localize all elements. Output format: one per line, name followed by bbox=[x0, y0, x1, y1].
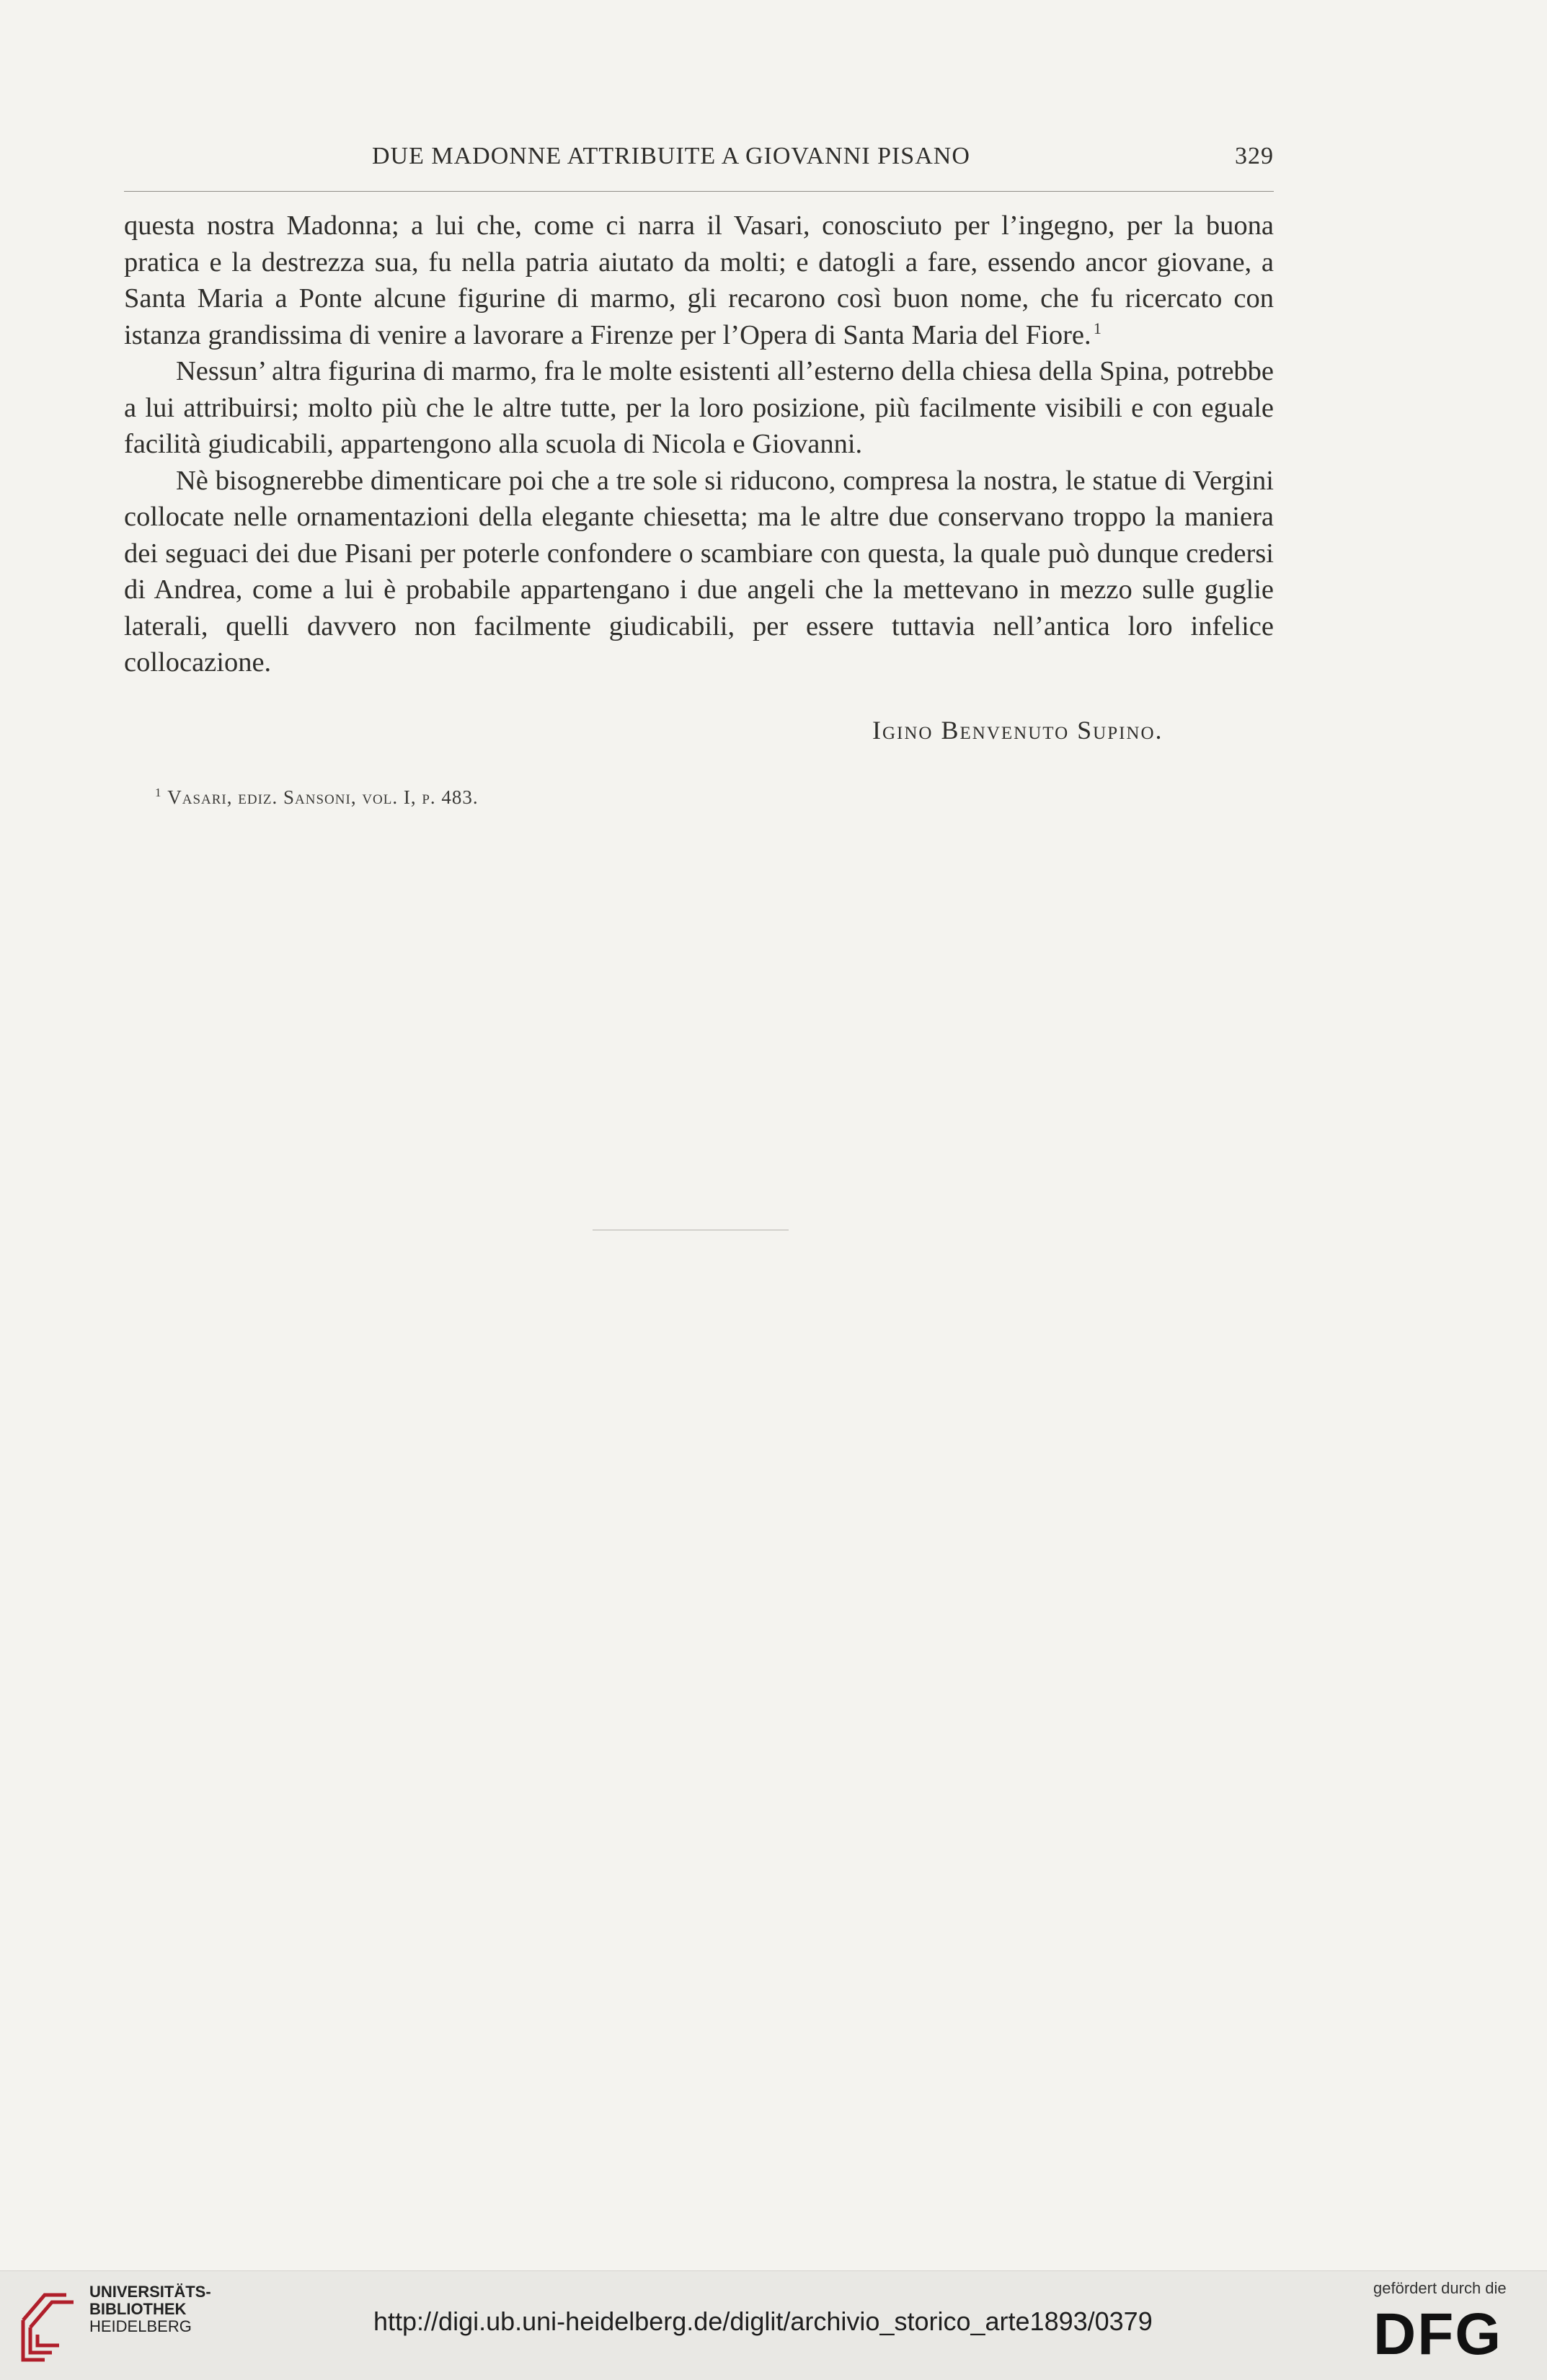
paragraph-2: Nessun’ altra figurina di marmo, fra le molte esistenti all’esterno della chiesa della Spina, potrebbe a lui attribuirsi; molto più che le altre tutte, per la loro posizione, più facilmente visibili e con eguale facilità giudicabili, appartengono alla scuola di Nicola e Giovanni. bbox=[124, 356, 1274, 459]
footnote bbox=[155, 786, 479, 809]
footnote-text: Vasari, ediz. Sansoni, vol. I, p. 483. bbox=[167, 786, 479, 808]
library-name-line-1: UNIVERSITÄTS- bbox=[89, 2283, 211, 2301]
library-name-line-2: BIBLIOTHEK bbox=[89, 2300, 187, 2318]
funding-note: gefördert durch die bbox=[1373, 2279, 1507, 2297]
permalink-url[interactable]: http://digi.ub.uni-heidelberg.de/diglit/archivio_storico_arte1893/0379 bbox=[373, 2306, 1153, 2336]
author-signature: Igino Benvenuto Supino. bbox=[872, 716, 1163, 745]
paragraph-1-text: questa nostra Madonna; a lui che, come ci narra il Vasari, conosciuto per l’ingegno, per la buona pratica e la destrezza sua, fu nella patria aiutato da molti; e datogli a fare, essendo ancor giovane, a Santa Maria a Ponte alcune figurine di marmo, gli recarono così buon nome, che fu ricercato con istanza grandissima di venire a lavorare a Firenze per l’Opera di Santa Maria del Fiore. bbox=[124, 210, 1274, 350]
header-rule bbox=[124, 191, 1274, 192]
body-text bbox=[124, 208, 1274, 681]
footnote-reference: 1 bbox=[1093, 319, 1101, 337]
paragraph-1 bbox=[124, 208, 1274, 353]
running-title: DUE MADONNE ATTRIBUITE A GIOVANNI PISANO bbox=[372, 143, 970, 169]
university-library-logo-icon bbox=[16, 2281, 78, 2367]
page-number: 329 bbox=[1235, 143, 1274, 169]
dfg-logo: DFG bbox=[1373, 2301, 1503, 2367]
paragraph-3: Nè bisognerebbe dimenticare poi che a tre sole si riducono, compresa la nostra, le statue di Vergini collocate nelle ornamentazioni della elegante chiesetta; ma le altre due conservano troppo la maniera dei seguaci dei due Pisani per poterle confondere o scambiare con questa, la quale può dunque credersi di Andrea, come a lui è probabile appartengano i due angeli che la mettevano in mezzo sulle guglie laterali, quelli davvero non facilmente giudicabili, per essere tuttavia nell’antica loro infelice collocazione. bbox=[124, 465, 1274, 678]
library-name bbox=[89, 2283, 211, 2335]
library-name-line-3: HEIDELBERG bbox=[89, 2317, 192, 2335]
footnote-mark: 1 bbox=[155, 786, 162, 799]
